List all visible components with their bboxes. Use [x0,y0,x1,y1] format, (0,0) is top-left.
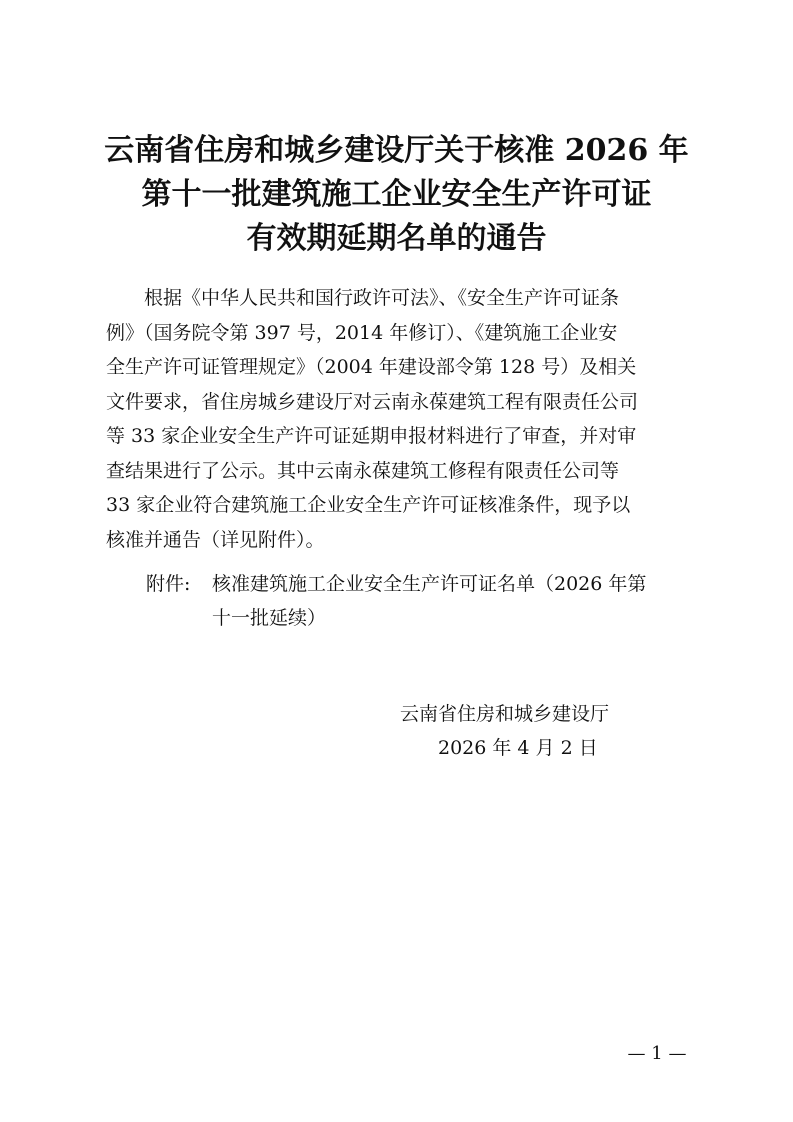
body-line: 全生产许可证管理规定》（2004 年建设部令第 128 号）及相关 [106,356,637,378]
body-paragraph [106,281,690,557]
page-number: — 1 — [627,1043,687,1064]
body-line: 33 家企业符合建筑施工企业安全生产许可证核准条件，现予以 [106,494,631,516]
title-line: 云南省住房和城乡建设厅关于核准 2026 年 [104,133,689,168]
body-line: 等 33 家企业安全生产许可证延期申报材料进行了审查，并对审 [106,425,637,447]
signature-block [400,697,660,765]
body-line: 核准并通告（详见附件）。 [106,528,325,551]
body-line: 例》（国务院令第 397 号，2014 年修订）、《建筑施工企业安 [106,321,618,344]
issuing-organization: 云南省住房和城乡建设厅 [400,703,610,725]
title-line: 有效期延期名单的通告 [246,221,547,256]
title-line: 第十一批建筑施工企业安全生产许可证 [141,177,652,212]
attachment-line: 十一批延续） [212,607,327,629]
attachment-line: 核准建筑施工企业安全生产许可证名单（2026 年第 [212,573,647,595]
attachment-label: 附件: [146,573,191,595]
document-title [60,129,733,261]
body-line: 文件要求，省住房城乡建设厅对云南永葆建筑工程有限责任公司 [106,390,639,413]
body-line: 查结果进行了公示。其中云南永葆建筑工修程有限责任公司等 [106,459,620,482]
attachment-text [212,567,702,635]
body-line: 根据《中华人民共和国行政许可法》、《安全生产许可证条 [106,287,620,309]
issue-date: 2026 年 4 月 2 日 [438,737,598,759]
